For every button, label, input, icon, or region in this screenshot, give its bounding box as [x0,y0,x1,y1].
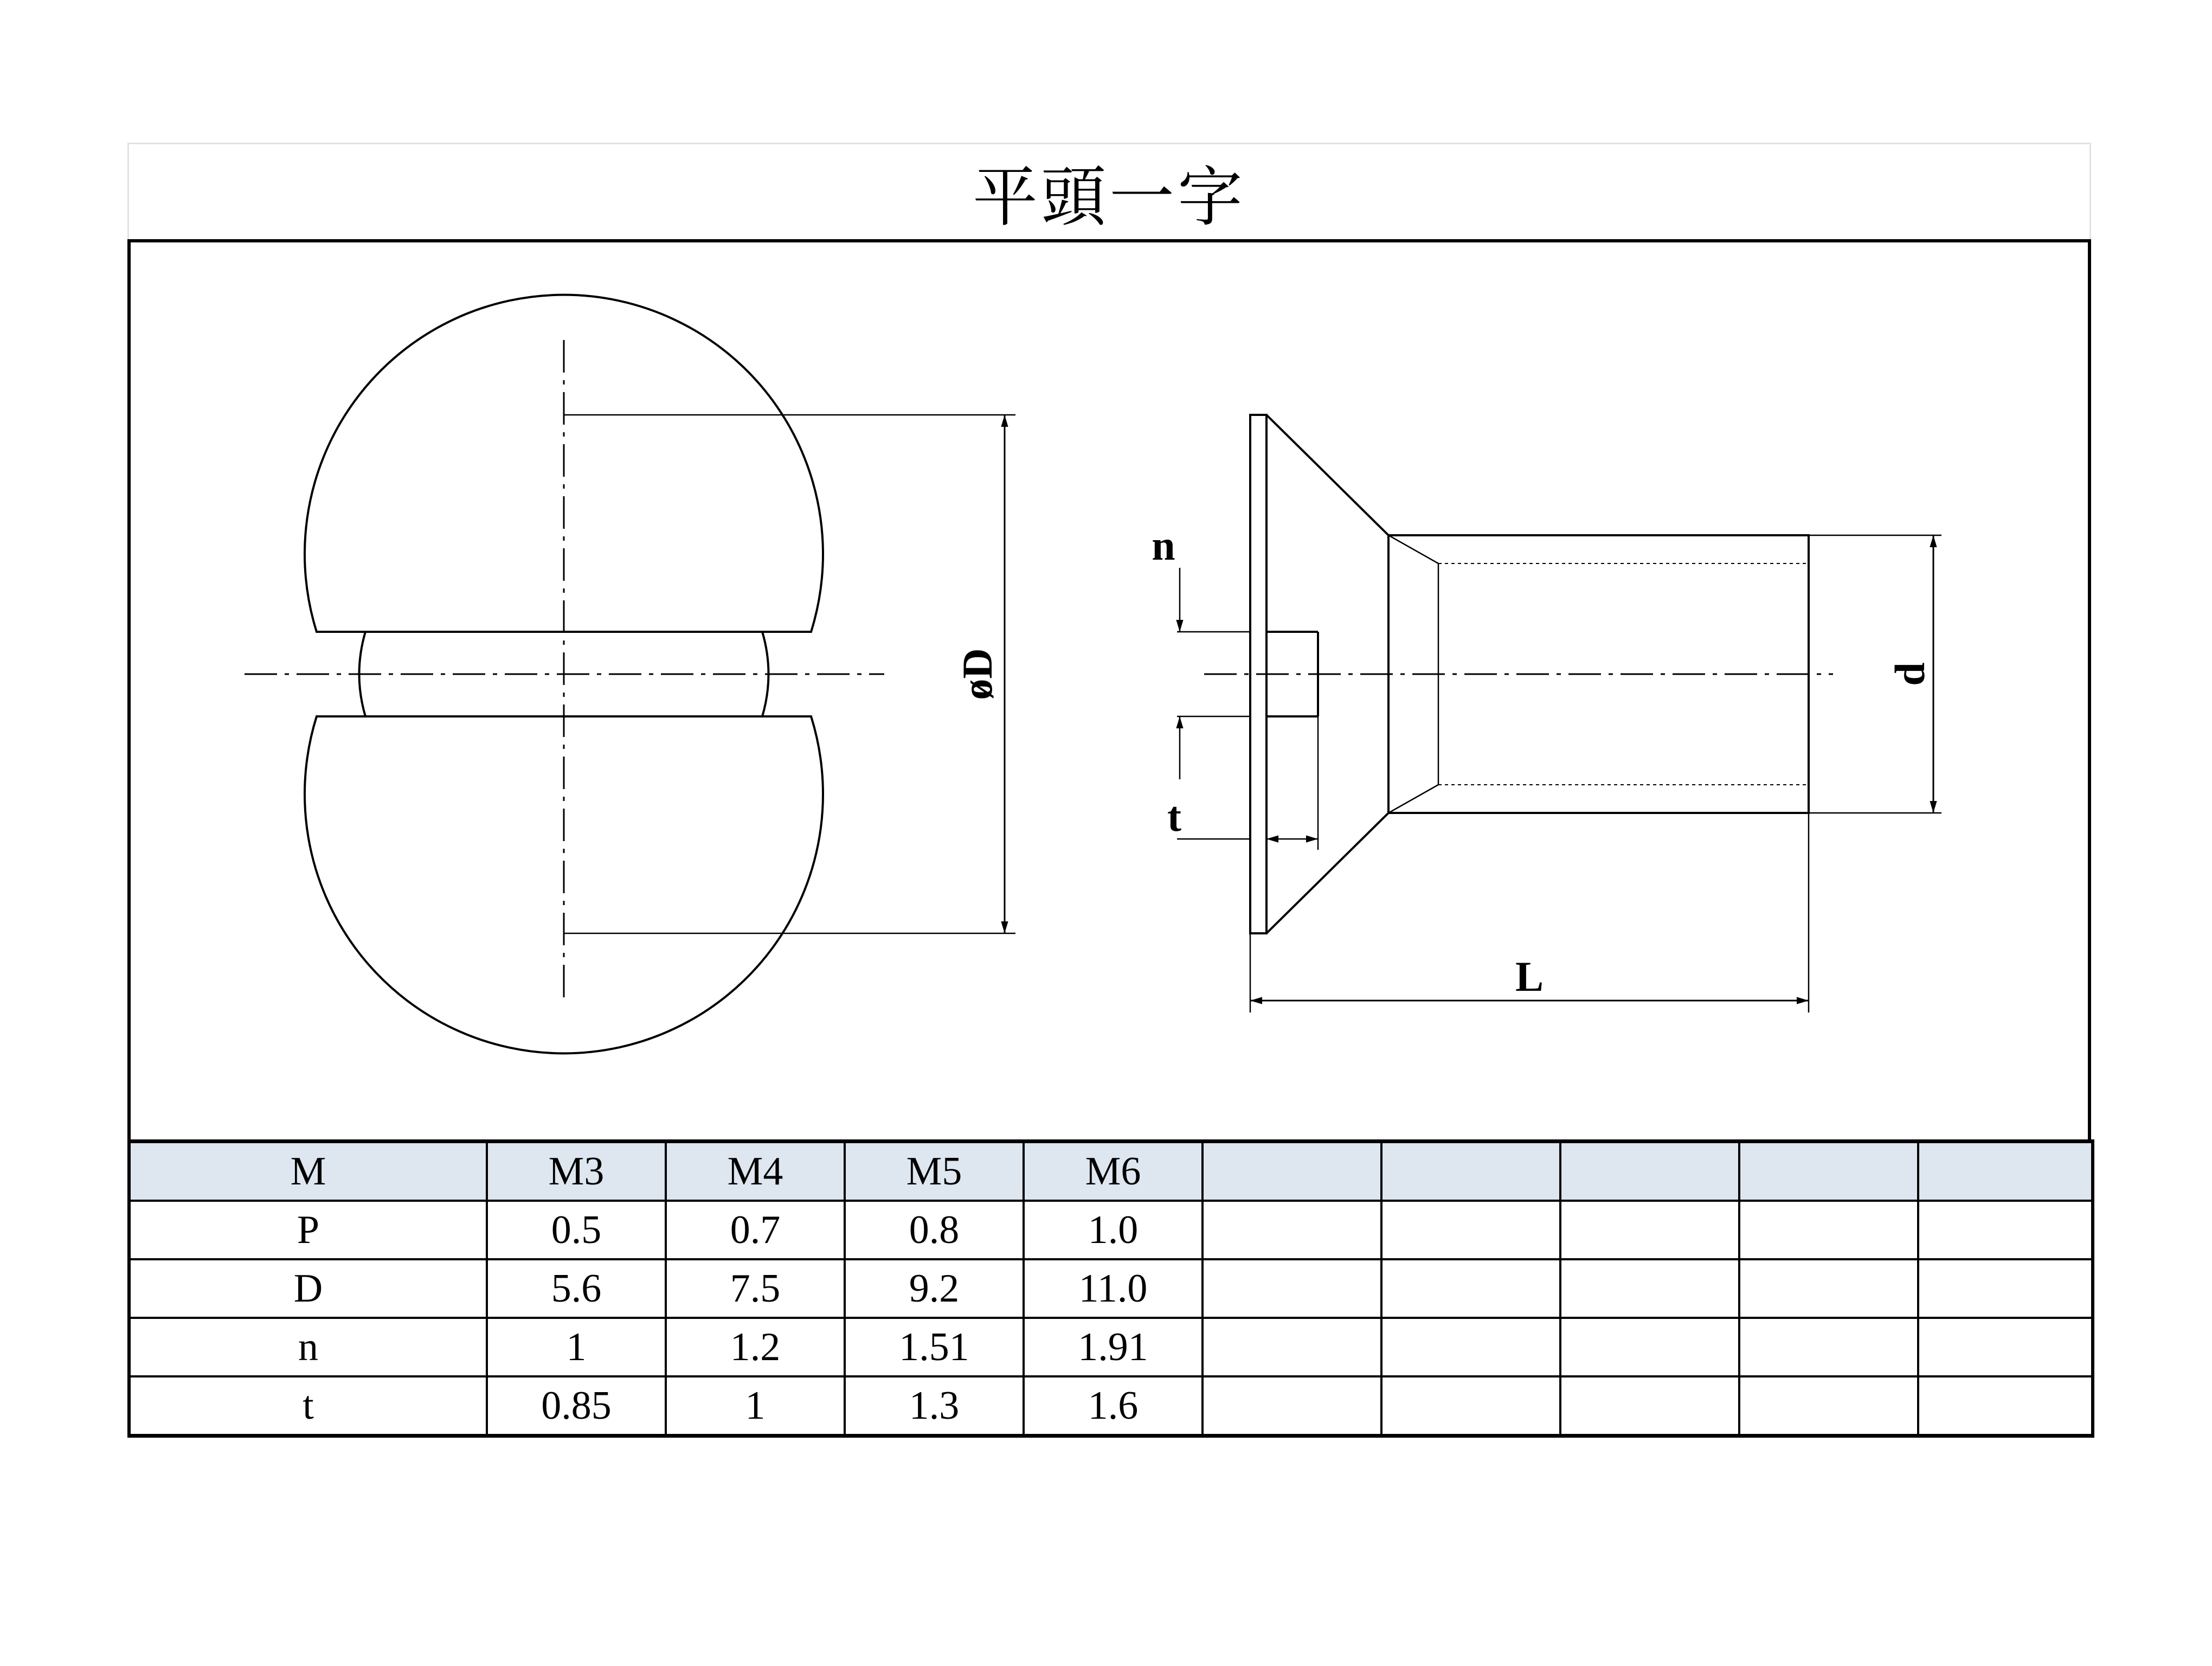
table-header-cell [1203,1142,1381,1201]
cone-upper-edge [1266,415,1388,535]
table-cell [1560,1376,1739,1436]
table-header-cell: M5 [845,1142,1024,1201]
screw-side-view [1177,415,1941,1013]
table-cell: 5.6 [487,1259,666,1318]
table-cell [1918,1318,2093,1376]
title-bar [127,143,2091,239]
table-cell [1560,1318,1739,1376]
table-cell: 1.51 [845,1318,1024,1376]
table-row [129,1318,2093,1376]
table-cell: 0.8 [845,1201,1024,1259]
page-title: 平頭一字 [973,159,1246,235]
table-cell: 9.2 [845,1259,1024,1318]
table-cell: t [129,1376,487,1436]
table-cell [1739,1318,1918,1376]
table-cell: 1 [666,1376,845,1436]
table-cell [1381,1318,1560,1376]
drawing-sheet [127,143,2091,1430]
spec-table [127,1139,2094,1438]
table-cell [1560,1201,1739,1259]
cone-lower-edge [1266,813,1388,933]
table-row [129,1259,2093,1318]
table-cell [1918,1259,2093,1318]
table-cell: 0.5 [487,1201,666,1259]
table-cell: 0.7 [666,1201,845,1259]
screw-drawing [131,242,2088,1139]
table-cell [1739,1376,1918,1436]
table-cell: 1 [487,1318,666,1376]
table-cell: n [129,1318,487,1376]
table-cell: 1.0 [1024,1201,1203,1259]
thread-chamfer-top [1388,535,1438,563]
head-top-view [245,295,1015,1054]
table-cell [1739,1201,1918,1259]
table-header-cell [1918,1142,2093,1201]
thread-chamfer-bottom [1388,785,1438,813]
table-header-cell [1560,1142,1739,1201]
table-cell: 1.3 [845,1376,1024,1436]
table-header-row [129,1142,2093,1201]
technical-drawing [127,239,2091,1143]
table-cell [1739,1259,1918,1318]
table-cell [1918,1376,2093,1436]
table-row [129,1201,2093,1259]
table-cell [1918,1201,2093,1259]
table-cell [1381,1201,1560,1259]
table-cell [1381,1259,1560,1318]
table-cell: P [129,1201,487,1259]
table-row [129,1376,2093,1436]
table-cell: D [129,1259,487,1318]
table-cell: 1.91 [1024,1318,1203,1376]
table-header-cell: M3 [487,1142,666,1201]
table-cell: 1.6 [1024,1376,1203,1436]
table-header-cell: M [129,1142,487,1201]
table-cell: 1.2 [666,1318,845,1376]
table-cell [1203,1318,1381,1376]
table-cell: 11.0 [1024,1259,1203,1318]
table-header-cell [1381,1142,1560,1201]
table-cell: 7.5 [666,1259,845,1318]
table-header-cell: M6 [1024,1142,1203,1201]
table-cell [1203,1201,1381,1259]
l-label: L [1515,953,1544,1000]
n-label: n [1152,522,1175,569]
table-cell [1560,1259,1739,1318]
t-label: t [1167,793,1181,840]
table-header-cell [1739,1142,1918,1201]
table-cell: 0.85 [487,1376,666,1436]
table-cell [1203,1259,1381,1318]
table-header-cell: M4 [666,1142,845,1201]
table-cell [1381,1376,1560,1436]
d-label: d [1886,662,1933,686]
table-cell [1203,1376,1381,1436]
diameter-label: øD [953,648,1001,700]
